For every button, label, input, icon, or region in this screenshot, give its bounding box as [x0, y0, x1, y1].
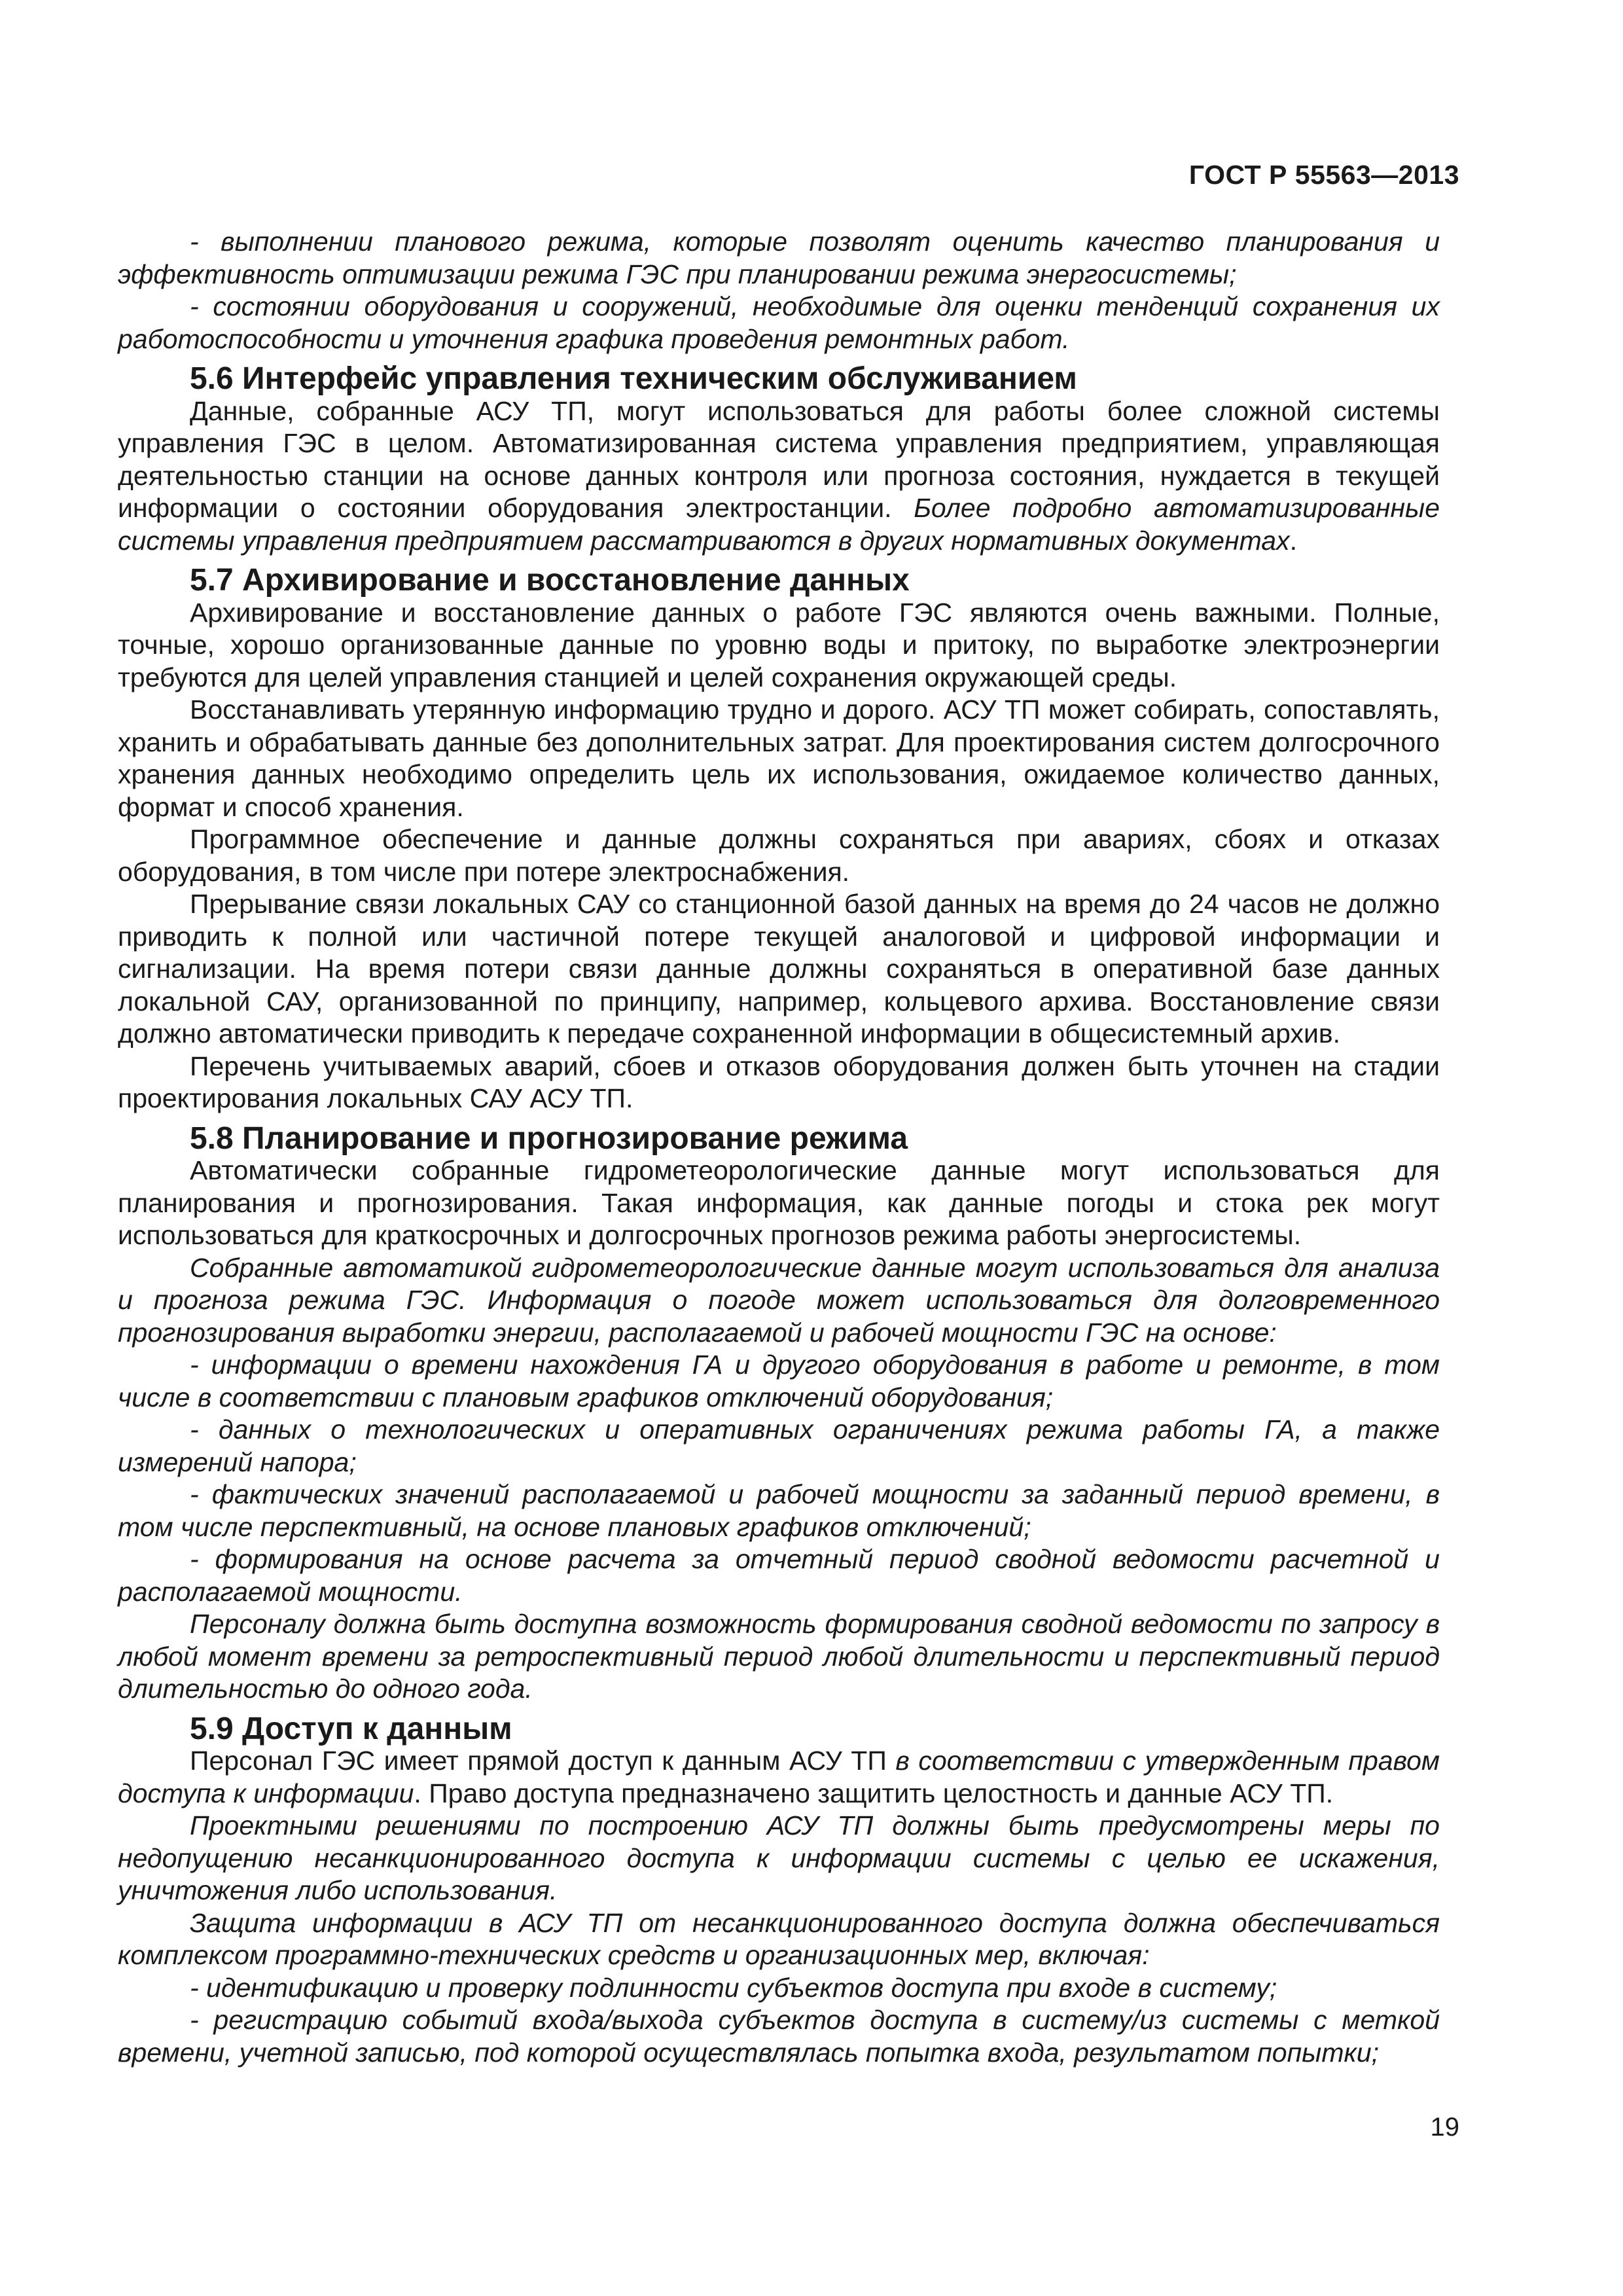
paragraph [118, 1479, 1440, 1543]
paragraph [118, 1414, 1440, 1479]
paragraph [118, 1972, 1440, 2005]
italic-text-span: - идентификацию и проверку подлинности субъектов доступа при входе в систему; [190, 1972, 1277, 2003]
italic-text-span: Собранные автоматикой гидрометеорологические данные могут использоваться для анализа и прогноза режима ГЭС. Информация о погоде может использоваться для долговременного прогнозирования выработки энергии, располагаемой и рабочей мощности ГЭС на основе: [118, 1252, 1440, 1348]
italic-text-span: - данных о технологических и оперативных ограничениях режима работы ГА, а также измерений напора; [118, 1414, 1440, 1477]
text-span: Восстанавливать утерянную информацию трудно и дорого. АСУ ТП может собирать, сопоставлять, хранить и обрабатывать данные без дополнительных затрат. Для проектирования систем долгосрочного хранения данных необходимо определить цель их использования, ожидаемое количество данных, формат и способ хранения. [118, 694, 1440, 822]
italic-text-span: в соответствии с утвержденным правом доступа к информации [118, 1746, 1440, 1808]
italic-text-span: - состоянии оборудования и сооружений, необходимые для оценки тенденций сохранения их работоспособности и уточнения графика проведения ремонтных работ. [118, 291, 1440, 354]
paragraph [118, 1252, 1440, 1350]
paragraph [118, 1907, 1440, 1972]
paragraph [118, 1608, 1440, 1706]
italic-text-span: - выполнении планового режима, которые позволят оценить качество планирования и эффективность оптимизации режима ГЭС при планировании режима энергосистемы; [118, 226, 1440, 289]
text-span: Данные, собранные АСУ ТП, могут использоваться для работы более сложной системы управления ГЭС в целом. Автоматизированная система управления предприятием, управляющая деятельностью станции на основе данных контроля или прогноза состояния, нуждается в текущей информации о состоянии оборудования электростанции. [118, 395, 1440, 523]
italic-text-span: Персоналу должна быть доступна возможность формирования сводной ведомости по запросу в любой момент времени за ретроспективный период любой длительности и перспективный период длительностью до одного года. [118, 1609, 1440, 1704]
paragraph [118, 597, 1440, 694]
paragraph [118, 395, 1440, 558]
paragraph [118, 1155, 1440, 1252]
text-span: Персонал ГЭС имеет прямой доступ к данным АСУ ТП [190, 1746, 896, 1776]
section-heading: 5.7 Архивирование и восстановление данных [190, 563, 910, 598]
text-span: Перечень учитываемых аварий, сбоев и отказов оборудования должен быть уточнен на стадии проектирования локальных САУ АСУ ТП. [118, 1050, 1440, 1113]
section-heading: 5.8 Планирование и прогнозирование режима [190, 1121, 908, 1156]
section-heading: 5.6 Интерфейс управления техническим обслуживанием [190, 361, 1077, 396]
text-span: . [1289, 525, 1298, 556]
paragraph [118, 694, 1440, 823]
italic-text-span: Более подробно автоматизированные системы управления предприятием рассматриваются в других нормативных документах [118, 493, 1440, 556]
page-number: 19 [1430, 2113, 1459, 2142]
paragraph [118, 226, 1440, 291]
italic-text-span: - информации о времени нахождения ГА и другого оборудования в работе и ремонте, в том числе в соответствии с плановым графиков отключений оборудования; [118, 1350, 1440, 1412]
text-span: Прерывание связи локальных САУ со станционной базой данных на время до 24 часов не должно приводить к полной или частичной потере текущей аналоговой и цифровой информации и сигнализации. На время потери связи данные должны сохраняться в оперативной базе данных локальной САУ, организованной по принципу, например, кольцевого архива. Восстановление связи должно автоматически приводить к передаче сохраненной информации в общесистемный архив. [118, 889, 1440, 1049]
italic-text-span: Защита информации в АСУ ТП от несанкционированного доступа должна обеспечиваться комплексом программно-технических средств и организационных мер, включая: [118, 1907, 1440, 1970]
text-span: Автоматически собранные гидрометеорологические данные могут использоваться для планирования и прогнозирования. Такая информация, как данные погоды и стока рек могут использоваться для краткосрочных и долгосрочных прогнозов режима работы энергосистемы. [118, 1155, 1440, 1250]
paragraph [118, 1050, 1440, 1115]
paragraph [118, 291, 1440, 355]
italic-text-span: - фактических значений располагаемой и рабочей мощности за заданный период времени, в том числе перспективный, на основе плановых графиков отключений; [118, 1479, 1440, 1542]
text-span: Архивирование и восстановление данных о работе ГЭС являются очень важными. Полные, точные, хорошо организованные данные по уровню воды и притоку, по выработке электроэнергии требуются для целей управления станцией и целей сохранения окружающей среды. [118, 597, 1440, 692]
paragraph [118, 1745, 1440, 1810]
italic-text-span: - регистрацию событий входа/выхода субъектов доступа в систему/из системы с меткой времени, учетной записью, под которой осуществлялась попытка входа, результатом попытки; [118, 2005, 1440, 2068]
document-header-gost-number: ГОСТ Р 55563—2013 [1188, 160, 1459, 190]
section-heading: 5.9 Доступ к данным [190, 1711, 512, 1746]
paragraph [118, 2004, 1440, 2069]
paragraph [118, 888, 1440, 1050]
text-span: . Право доступа предназначено защитить целостность и данные АСУ ТП. [414, 1778, 1334, 1808]
italic-text-span: Проектными решениями по построению АСУ ТП должны быть предусмотрены меры по недопущению несанкционированного доступа к информации системы с целью ее искажения, уничтожения либо использования. [118, 1810, 1440, 1905]
italic-text-span: - формирования на основе расчета за отчетный период сводной ведомости расчетной и располагаемой мощности. [118, 1544, 1440, 1607]
paragraph [118, 1810, 1440, 1907]
document-body [118, 226, 1440, 2069]
paragraph [118, 1543, 1440, 1608]
paragraph [118, 1349, 1440, 1414]
text-span: Программное обеспечение и данные должны сохраняться при авариях, сбоях и отказах оборудования, в том числе при потере электроснабжения. [118, 824, 1440, 887]
paragraph [118, 823, 1440, 888]
